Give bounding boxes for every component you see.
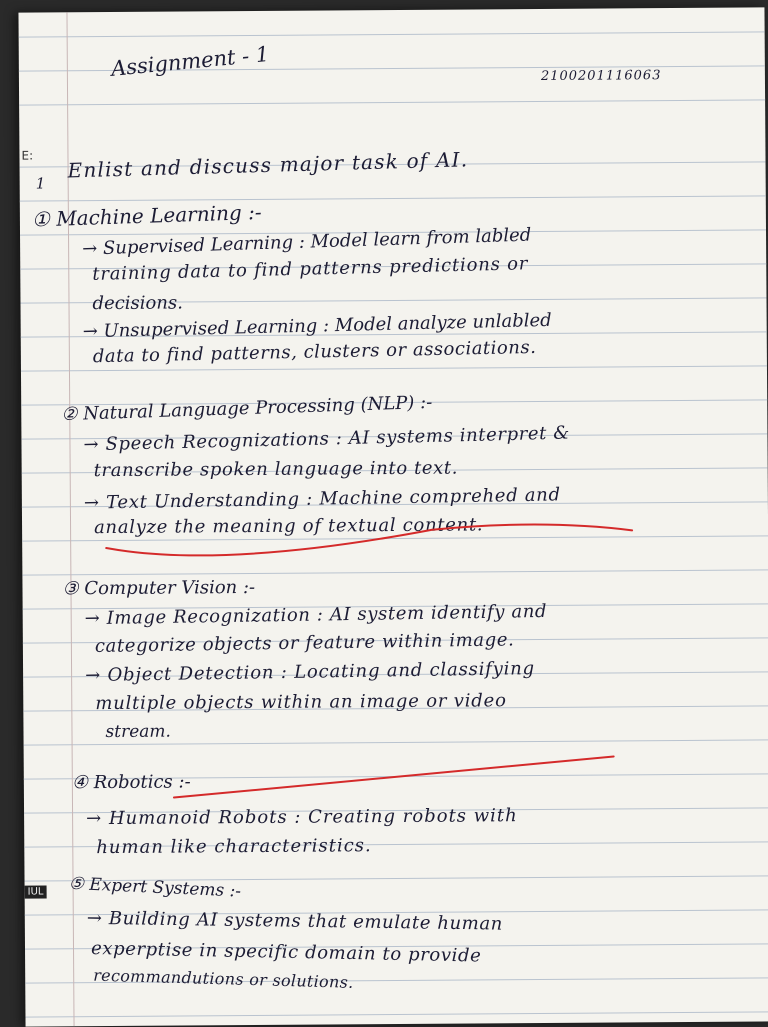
section-heading-nlp: ② Natural Language Processing (NLP) :- <box>60 391 433 426</box>
ml-line-4: → Unsupervised Learning : Model analyze unlabled <box>82 309 552 343</box>
red-underline-robotics <box>174 756 614 797</box>
roll-number: 2100201116063 <box>540 68 662 84</box>
section-heading-computer-vision: ③ Computer Vision :- <box>62 576 256 600</box>
ml-line-3: decisions. <box>92 292 183 315</box>
nlp-line-1: → Speech Recognizations : AI systems interpret & <box>83 422 571 456</box>
ml-line-1: → Supervised Learning : Model learn from labled <box>81 224 532 260</box>
nlp-line-4: analyze the meaning of textual content. <box>93 514 484 539</box>
ml-line-5: data to find patterns, clusters or associations. <box>92 336 537 368</box>
section-heading-machine-learning: ① Machine Learning :- <box>31 199 262 232</box>
question-text: Enlist and discuss major task of AI. <box>67 147 469 183</box>
robotics-line-1: → Humanoid Robots : Creating robots with <box>86 805 518 830</box>
section-heading-robotics: ④ Robotics :- <box>71 771 191 794</box>
ml-line-2: training data to find patterns predictions or <box>92 253 529 285</box>
cv-line-1: → Image Recognization : AI system identify and <box>84 600 548 630</box>
nlp-line-2: transcribe spoken language into text. <box>93 457 459 482</box>
nlp-line-3: → Text Understanding : Machine comprehed and <box>83 484 561 514</box>
cv-line-5: stream. <box>105 721 171 743</box>
margin-label: E: <box>21 148 34 163</box>
cv-line-3: → Object Detection : Locating and classifying <box>84 658 536 687</box>
section-heading-expert-systems: ⑤ Expert Systems :- <box>68 873 242 902</box>
notebook-page <box>18 7 768 1026</box>
cv-line-4: multiple objects within an image or video <box>95 690 507 715</box>
expert-line-1: → Building AI systems that emulate human <box>86 907 504 935</box>
assignment-title: Assignment - 1 <box>110 42 271 81</box>
cv-line-2: categorize objects or feature within image. <box>94 629 515 657</box>
margin-sticker: IUL <box>25 885 47 898</box>
question-number: 1 <box>35 174 46 193</box>
expert-line-2: experptise in specific domain to provide <box>90 938 482 967</box>
expert-line-3: recommandutions or solutions. <box>93 965 354 992</box>
robotics-line-2: human like characteristics. <box>96 835 372 859</box>
